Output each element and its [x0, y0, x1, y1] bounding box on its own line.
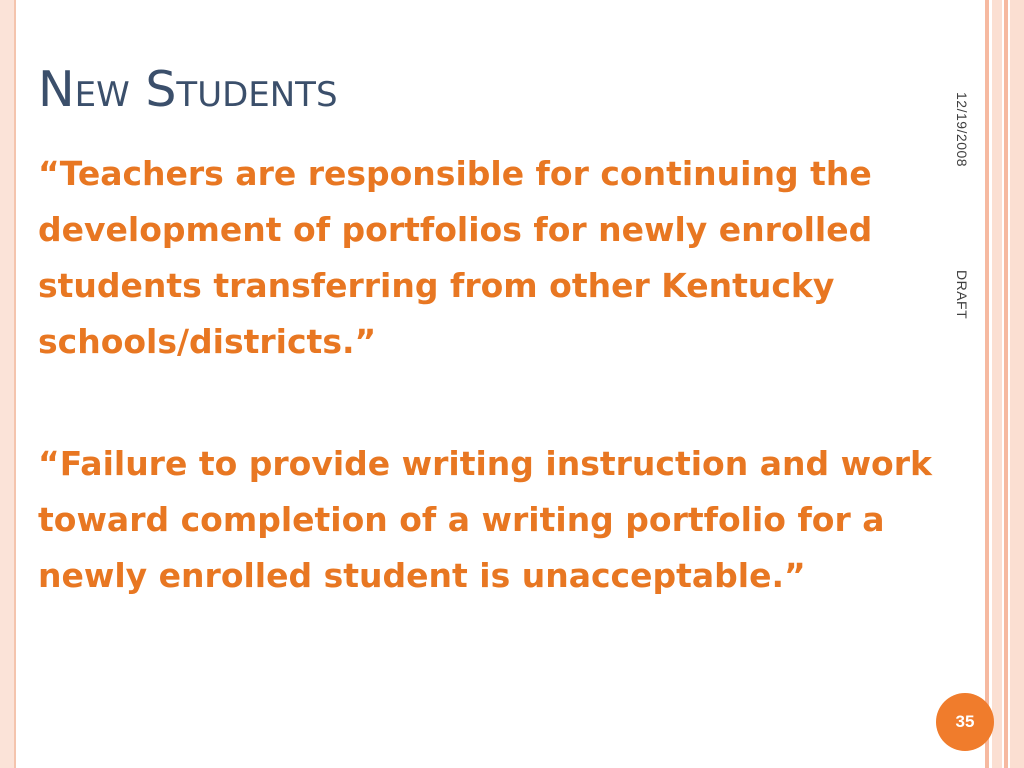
page-number-badge: [936, 693, 994, 751]
page-number: 35: [955, 712, 975, 731]
draft-label: DRAFT: [954, 270, 970, 320]
quote-paragraph: “Teachers are responsible for continuing the development of portfolios for newly enrolled students transferring from other Kentucky schools/districts.”: [38, 154, 873, 361]
date-label: 12/19/2008: [954, 92, 970, 168]
right-border-band: [992, 0, 1002, 768]
slide-title: New Students: [38, 61, 338, 118]
left-border-decoration: [0, 0, 16, 768]
right-border-band: [1010, 0, 1024, 768]
right-border-line: [1004, 0, 1008, 768]
right-border-line: [985, 0, 989, 768]
quote-paragraph: “Failure to provide writing instruction and work toward completion of a writing portfolio for a newly enrolled student is unacceptable.”: [38, 444, 932, 595]
